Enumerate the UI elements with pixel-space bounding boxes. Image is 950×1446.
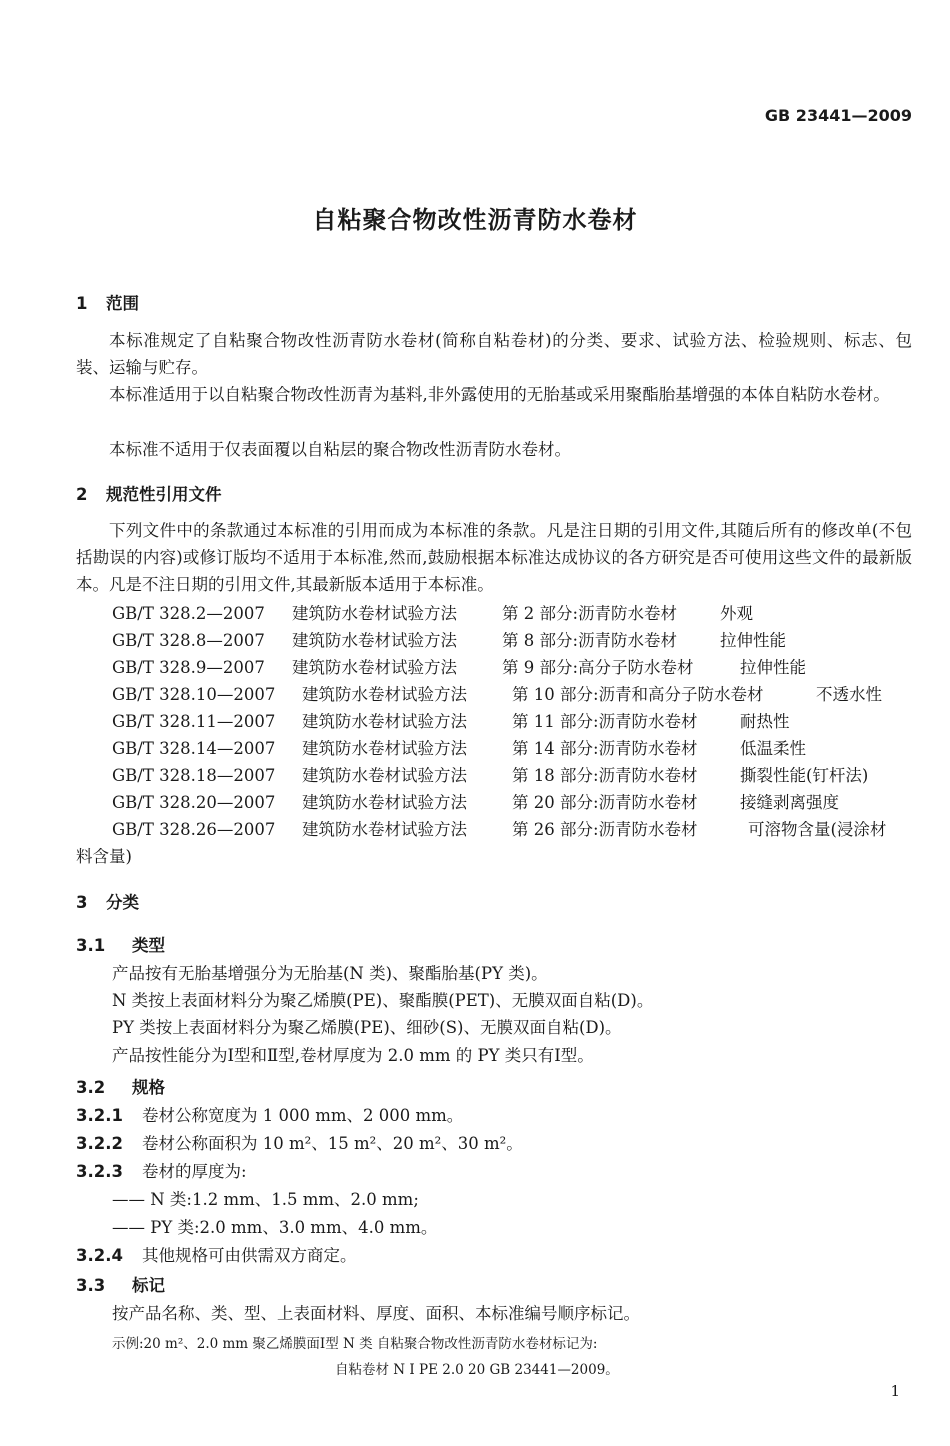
reference-item-name: 拉伸性能 <box>720 631 786 650</box>
reference-title: 建筑防水卷材试验方法 <box>302 820 467 839</box>
text-line: 产品按有无胎基增强分为无胎基(N 类)、聚酯胎基(PY 类)。 <box>112 964 548 983</box>
text-line: N 类按上表面材料分为聚乙烯膜(PE)、聚酯膜(PET)、无膜双面自粘(D)。 <box>112 991 654 1010</box>
section-2-heading <box>76 481 222 505</box>
reference-item <box>112 600 753 624</box>
reference-title: 建筑防水卷材试验方法 <box>302 766 467 785</box>
reference-code: GB/T 328.9—2007 <box>112 658 265 677</box>
reference-title: 建筑防水卷材试验方法 <box>302 685 467 704</box>
paragraph: 本标准适用于以自粘聚合物改性沥青为基料,非外露使用的无胎基或采用聚酯胎基增强的本体自粘防水卷材。 <box>109 385 890 404</box>
paragraph: 下列文件中的条款通过本标准的引用而成为本标准的条款。凡是注日期的引用文件,其随后所有的修改单(不包括勘误的内容)或修订版均不适用于本标准,然而,鼓励根据本标准达成协议的各方研究是否可使用这些文件的最新版本。凡是不注日期的引用文件,其最新版本适用于本标准。 <box>76 521 912 594</box>
reference-part: 第 2 部分:沥青防水卷材 <box>502 604 678 623</box>
page-number: 1 <box>890 1382 900 1400</box>
reference-part: 第 18 部分:沥青防水卷材 <box>512 766 698 785</box>
reference-part: 第 9 部分:高分子防水卷材 <box>502 658 694 677</box>
reference-code: GB/T 328.14—2007 <box>112 739 276 758</box>
section-number: 1 <box>76 294 88 313</box>
clause-number: 3.2.1 <box>76 1106 123 1125</box>
paragraph: 本标准规定了自粘聚合物改性沥青防水卷材(简称自粘卷材)的分类、要求、试验方法、检验规则、标志、包装、运输与贮存。 <box>76 331 912 377</box>
reference-item <box>112 762 868 786</box>
reference-code: GB/T 328.10—2007 <box>112 685 276 704</box>
clause-number: 3.2.4 <box>76 1246 123 1265</box>
reference-code: GB/T 328.8—2007 <box>112 631 265 650</box>
reference-part: 第 14 部分:沥青防水卷材 <box>512 739 698 758</box>
clause-number: 3.2.3 <box>76 1162 123 1181</box>
reference-item-name: 低温柔性 <box>740 739 806 758</box>
reference-item-name: 耐热性 <box>740 712 790 731</box>
reference-item <box>112 681 882 705</box>
text-line: PY 类按上表面材料分为聚乙烯膜(PE)、细砂(S)、无膜双面自粘(D)。 <box>112 1018 622 1037</box>
reference-title: 建筑防水卷材试验方法 <box>292 631 457 650</box>
reference-title: 建筑防水卷材试验方法 <box>302 793 467 812</box>
example-line: 示例:20 m²、2.0 mm 聚乙烯膜面Ⅰ型 N 类 自粘聚合物改性沥青防水卷材标记为: <box>112 1336 598 1352</box>
clause-text: 卷材公称面积为 10 m²、15 m²、20 m²、30 m²。 <box>142 1134 523 1153</box>
section-number: 3 <box>76 893 88 912</box>
reference-item-name: 接缝剥离强度 <box>740 793 839 812</box>
reference-code: GB/T 328.2—2007 <box>112 604 265 623</box>
clause-3-2-1 <box>76 1102 463 1126</box>
reference-item <box>112 627 786 651</box>
subsection-title: 规格 <box>132 1078 165 1097</box>
standard-code: GB 23441—2009 <box>764 106 912 125</box>
reference-code: GB/T 328.26—2007 <box>112 820 276 839</box>
reference-title: 建筑防水卷材试验方法 <box>302 712 467 731</box>
clause-text: 卷材的厚度为: <box>142 1162 247 1181</box>
document-title: 自粘聚合物改性沥青防水卷材 <box>312 206 638 234</box>
reference-item <box>112 789 839 813</box>
reference-item-name: 不透水性 <box>816 685 882 704</box>
section-number: 2 <box>76 485 88 504</box>
subsection-3-1-heading <box>76 932 165 956</box>
section-title: 范围 <box>106 294 139 313</box>
reference-item-name: 可溶物含量(浸涂材 <box>748 820 887 839</box>
reference-item <box>112 735 806 759</box>
reference-part: 第 8 部分:沥青防水卷材 <box>502 631 678 650</box>
reference-part: 第 10 部分:沥青和高分子防水卷材 <box>512 685 764 704</box>
clause-number: 3.2.2 <box>76 1134 123 1153</box>
reference-code: GB/T 328.18—2007 <box>112 766 276 785</box>
reference-title: 建筑防水卷材试验方法 <box>302 739 467 758</box>
clause-text: 卷材公称宽度为 1 000 mm、2 000 mm。 <box>142 1106 464 1125</box>
example-mark: 自粘卷材 N Ⅰ PE 2.0 20 GB 23441—2009。 <box>335 1362 619 1378</box>
subsection-number: 3.1 <box>76 936 106 955</box>
reference-continuation: 料含量) <box>76 847 132 866</box>
subsection-title: 标记 <box>132 1276 165 1295</box>
clause-3-2-2 <box>76 1130 523 1154</box>
reference-item-name: 外观 <box>720 604 753 623</box>
reference-title: 建筑防水卷材试验方法 <box>292 658 457 677</box>
subsection-3-2-heading <box>76 1074 165 1098</box>
section-title: 规范性引用文件 <box>106 485 222 504</box>
reference-part: 第 20 部分:沥青防水卷材 <box>512 793 698 812</box>
clause-text: 其他规格可由供需双方商定。 <box>142 1246 357 1265</box>
text-line: 按产品名称、类、型、上表面材料、厚度、面积、本标准编号顺序标记。 <box>112 1304 640 1323</box>
reference-item-name: 拉伸性能 <box>740 658 806 677</box>
clause-3-2-3 <box>76 1158 247 1182</box>
subsection-3-3-heading <box>76 1272 165 1296</box>
reference-item <box>112 654 806 678</box>
dash-list-item: —— N 类:1.2 mm、1.5 mm、2.0 mm; <box>112 1190 419 1209</box>
subsection-number: 3.3 <box>76 1276 106 1295</box>
clause-3-2-4 <box>76 1242 357 1266</box>
reference-code: GB/T 328.11—2007 <box>112 712 276 731</box>
section-title: 分类 <box>106 893 139 912</box>
section-3-heading <box>76 889 139 913</box>
reference-part: 第 26 部分:沥青防水卷材 <box>512 820 698 839</box>
reference-part: 第 11 部分:沥青防水卷材 <box>512 712 698 731</box>
subsection-title: 类型 <box>132 936 165 955</box>
reference-item-name: 撕裂性能(钉杆法) <box>740 766 869 785</box>
text-line: 产品按性能分为Ⅰ型和Ⅱ型,卷材厚度为 2.0 mm 的 PY 类只有Ⅰ型。 <box>112 1046 594 1065</box>
reference-item <box>112 816 886 840</box>
reference-title: 建筑防水卷材试验方法 <box>292 604 457 623</box>
section-1-heading <box>76 290 139 314</box>
reference-code: GB/T 328.20—2007 <box>112 793 276 812</box>
reference-item <box>112 708 790 732</box>
dash-list-item: —— PY 类:2.0 mm、3.0 mm、4.0 mm。 <box>112 1218 438 1237</box>
paragraph: 本标准不适用于仅表面覆以自粘层的聚合物改性沥青防水卷材。 <box>109 440 571 459</box>
subsection-number: 3.2 <box>76 1078 106 1097</box>
